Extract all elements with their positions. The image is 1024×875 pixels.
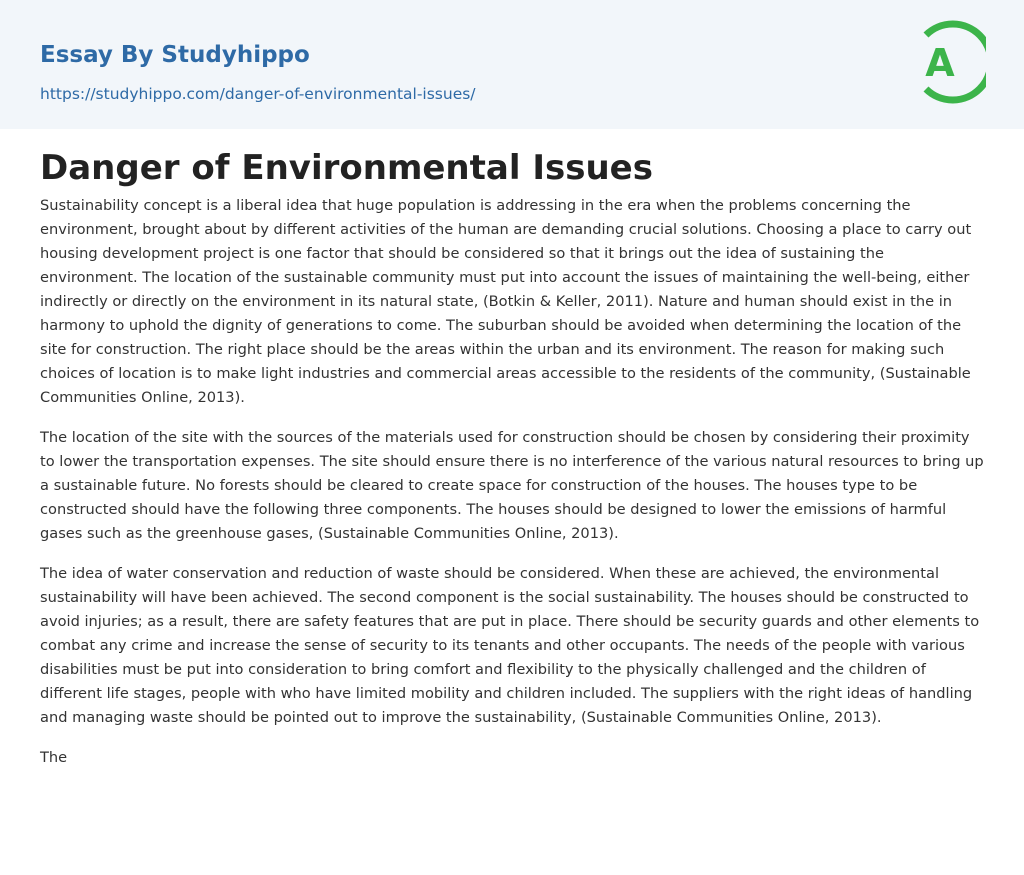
paragraph: The idea of water conservation and reduction of waste should be considered. When these are achieved, the environmental sustainability will have been achieved. The second component is the social sustainability. The houses should be constructed to avoid injuries; as a result, there are safety features that are put in place. There should be security guards and other elements to combat any crime and increase the sense of security to its tenants and other occupants. The needs of the people with various disabilities must be put into consideration to bring comfort and flexibility to the physically challenged and the children of different life stages, people with who have limited mobility and children included. The suppliers with the right ideas of handling and managing waste should be pointed out to improve the sustainability, (Sustainable Communities Online, 2013). bbox=[40, 565, 980, 726]
page-title: Danger of Environmental Issues bbox=[40, 148, 653, 188]
paragraph: Sustainability concept is a liberal idea that huge population is addressing in the era when the problems concerning the environment, brought about by different activities of the human are demanding crucial solutions. Choosing a place to carry out housing development project is one factor that should be considered so that it brings out the idea of sustaining the environment. The location of the sustainable community must put into account the issues of maintaining the well-being, either indirectly or directly on the environment in its natural state, (Botkin & Keller, 2011). Nature and human should exist in the in harmony to uphold the dignity of generations to come. The suburban should be avoided when determining the location of the site for construction. The right place should be the areas within the urban and its environment. The reason for making such choices of location is to make light industries and commercial areas accessible to the residents of the community, (Sustainable Communities Online, 2013). bbox=[40, 197, 972, 406]
logo-letter: A bbox=[925, 41, 955, 85]
studyhippo-logo-icon bbox=[912, 18, 986, 106]
paragraph: The location of the site with the sources of the materials used for construction should be chosen by considering their proximity to lower the transportation expenses. The site should ensure there is no interference of the various natural resources to bring up a sustainable future. No forests should be cleared to create space for construction of the houses. The houses type to be constructed should have the following three components. The houses should be designed to lower the emissions of harmful gases such as the greenhouse gases, (Sustainable Communities Online, 2013). bbox=[40, 429, 984, 542]
paragraph-truncated: The bbox=[40, 749, 68, 766]
essay-url-link[interactable]: https://studyhippo.com/danger-of-environmental-issues/ bbox=[40, 85, 476, 103]
brand-title: Essay By Studyhippo bbox=[40, 42, 310, 68]
site-header bbox=[0, 0, 1024, 129]
article bbox=[40, 146, 986, 786]
